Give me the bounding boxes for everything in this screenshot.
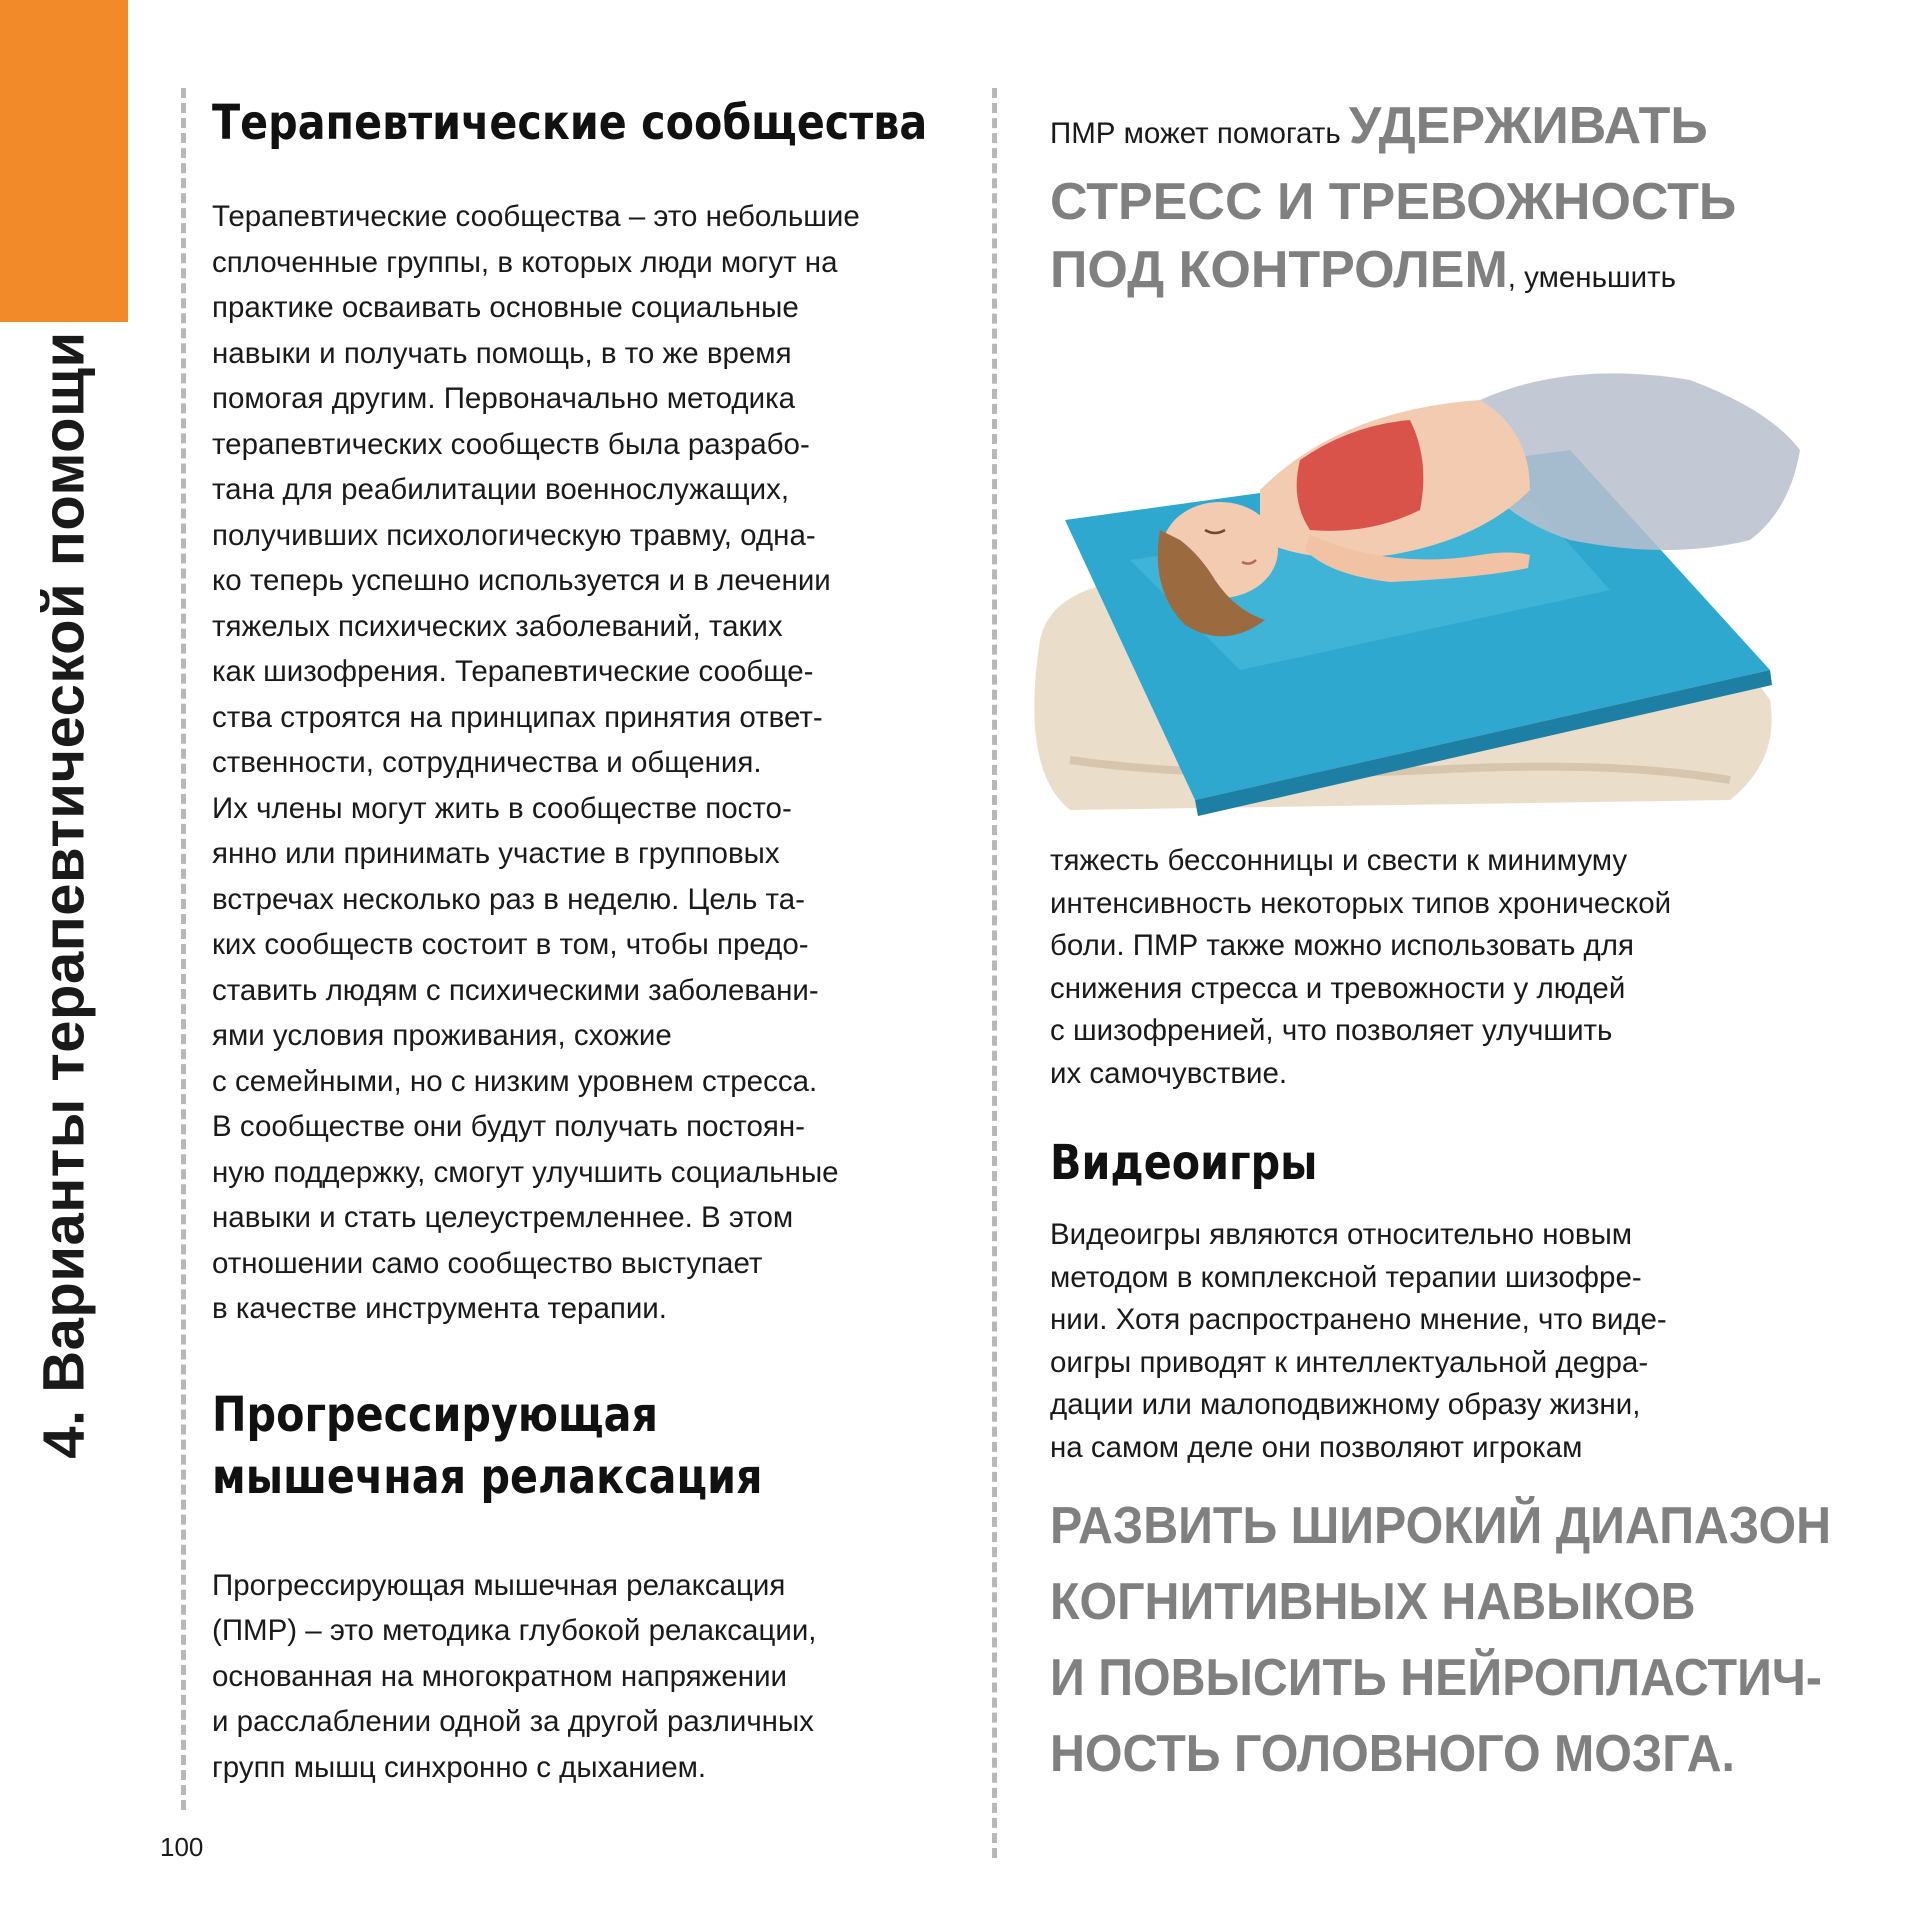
text-line: ства строятся на принципах принятия ответ-	[212, 700, 823, 734]
text-line: на самом деле они позволяют игрокам	[1050, 1430, 1583, 1464]
heading-pmr-line1: Прогрессирующая	[212, 1386, 659, 1443]
callout-line: КОГНИТИВНЫХ НАВЫКОВ	[1050, 1572, 1696, 1631]
text-line: в качестве инструмента терапии.	[212, 1292, 667, 1326]
callout-lead: ПМР может помогать	[1050, 117, 1349, 150]
text-line: В сообществе они будут получать постоян-	[212, 1110, 805, 1144]
text-line: ставить людям с психическими заболевани-	[212, 973, 819, 1007]
text-line: навыки и стать целеустремленнее. В этом	[212, 1201, 794, 1235]
text-line: практике осваивать основные социальные	[212, 291, 799, 325]
left-column	[212, 92, 972, 1790]
chapter-sidebar	[0, 331, 128, 1459]
red-top	[1297, 420, 1424, 531]
text-line: Видеоигры являются относительно новым	[1050, 1217, 1633, 1251]
heading-pmr	[212, 1384, 972, 1509]
text-line: основанная на многократном напряжении	[212, 1659, 788, 1693]
text-line: ких сообществ состоит в том, чтобы предо-	[212, 928, 809, 962]
text-line: тяжесть бессонницы и свести к минимуму	[1050, 844, 1628, 877]
callout-line: НОСТЬ ГОЛОВНОГО МОЗГА.	[1050, 1724, 1735, 1783]
text-line: сплоченные группы, в которых люди могут на	[212, 245, 838, 279]
therapeutic-communities-text	[212, 194, 972, 1332]
text-line: навыки и получать помощь, в то же время	[212, 336, 792, 370]
callout-line: РАЗВИТЬ ШИРОКИЙ ДИАПАЗОН	[1050, 1496, 1832, 1555]
heading-video-games: Видеоигры	[1050, 1134, 1318, 1191]
text-line: как шизофрения. Терапевтические сообще-	[212, 655, 814, 689]
text-line: с семейными, но с низким уровнем стресса.	[212, 1064, 818, 1098]
text-line: тана для реабилитации военнослужащих,	[212, 473, 790, 507]
right-column	[1050, 92, 1810, 312]
callout-highlight-2: СТРЕСС И ТРЕВОЖНОСТЬ	[1050, 173, 1737, 231]
text-line: встречах несколько раз в неделю. Цель та-	[212, 882, 805, 916]
text-line: (ПМР) – это методика глубокой релаксации,	[212, 1614, 817, 1648]
middle-dashed-divider	[992, 88, 997, 1858]
text-line: ную поддержку, смогут улучшить социальные	[212, 1155, 839, 1189]
video-games-text	[1050, 1214, 1810, 1470]
text-line: помогая другим. Первоначально методика	[212, 382, 796, 416]
chapter-title: 4. Варианты терапевтической помощи	[31, 331, 97, 1459]
text-line: Терапевтические сообщества – это небольшие	[212, 200, 860, 234]
text-line: оигры приводят к интеллектуальной деgра-	[1050, 1345, 1649, 1379]
text-line: ко теперь успешно используется и в лечении	[212, 564, 831, 598]
page-number: 100	[160, 1832, 204, 1862]
heading-pmr-line2: мышечная релаксация	[212, 1449, 763, 1506]
heading-therapeutic-communities: Терапевтические сообщества	[212, 95, 928, 151]
text-line: терапевтических сообществ была разрабо-	[212, 427, 810, 461]
pmr-intro-text	[212, 1563, 972, 1791]
text-line: ями условия проживания, схожие	[212, 1019, 672, 1053]
callout-line: И ПОВЫСИТЬ НЕЙРОПЛАСТИЧ-	[1050, 1648, 1822, 1707]
text-line: получивших психологическую травму, одна-	[212, 518, 816, 552]
pmr-callout	[1050, 92, 1810, 312]
text-line: с шизофренией, что позволяет улучшить	[1050, 1014, 1613, 1048]
text-line: тяжелых психических заболеваний, таких	[212, 609, 783, 643]
chapter-color-tab	[0, 0, 128, 322]
relaxation-illustration	[1010, 340, 1810, 820]
callout-highlight-3: ПОД КОНТРОЛЕМ	[1050, 241, 1508, 299]
left-dashed-divider	[181, 88, 186, 1810]
text-line: отношении само сообщество выступает	[212, 1246, 763, 1280]
text-line: методом в комплексной терапии шизофре-	[1050, 1260, 1642, 1294]
text-line: дации или малоподвижному образу жизни,	[1050, 1388, 1641, 1422]
pmr-continued-text	[1050, 840, 1810, 1096]
text-line: боли. ПМР также можно использовать для	[1050, 929, 1634, 963]
text-line: янно или принимать участие в групповых	[212, 837, 780, 871]
callout-tail: , уменьшить	[1507, 261, 1676, 294]
text-line: снижения стресса и тревожности у людей	[1050, 971, 1626, 1005]
text-line: и расслаблении одной за другой различных	[212, 1705, 814, 1739]
callout-highlight-1: УДЕРЖИВАТЬ	[1348, 97, 1708, 155]
text-line: нии. Хотя распространено мнение, что виде-	[1050, 1303, 1667, 1337]
text-line: групп мышц синхронно с дыханием.	[212, 1750, 707, 1784]
text-line: их самочувствие.	[1050, 1056, 1288, 1090]
right-column-lower	[1050, 840, 1832, 1792]
video-games-callout	[1050, 1488, 1832, 1792]
text-line: Их члены могут жить в сообществе посто-	[212, 791, 792, 825]
text-line: интенсивность некоторых типов хронической	[1050, 886, 1672, 920]
text-line: Прогрессирующая мышечная релаксация	[212, 1568, 786, 1602]
text-line: ственности, сотрудничества и общения.	[212, 746, 762, 780]
